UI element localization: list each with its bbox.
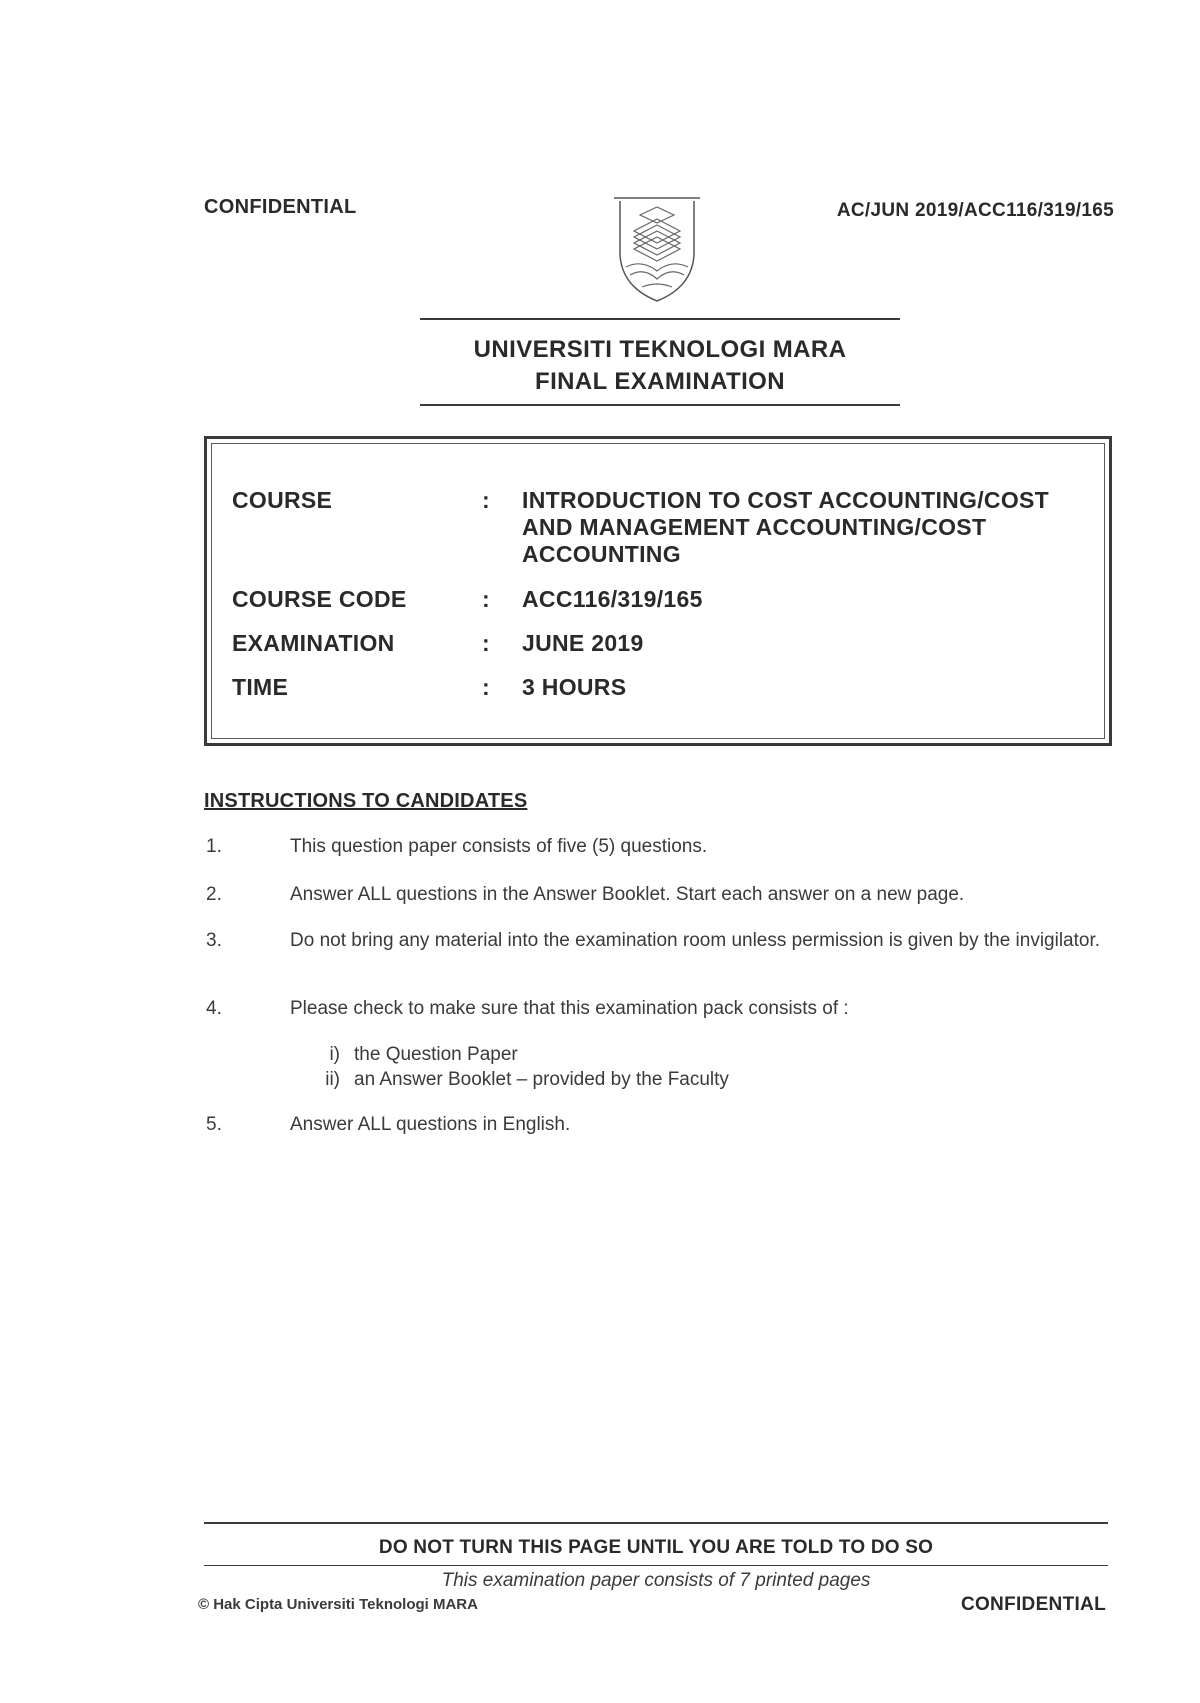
instructions-heading: INSTRUCTIONS TO CANDIDATES: [204, 790, 528, 812]
examination-label: EXAMINATION: [232, 630, 395, 656]
university-logo: [612, 195, 702, 305]
time-value: 3 HOURS: [522, 674, 627, 700]
examination-colon: :: [482, 630, 490, 656]
footer-top-rule: [204, 1522, 1108, 1524]
title-bottom-rule: [420, 404, 900, 406]
instruction-number: 5.: [206, 1114, 222, 1135]
course-colon: :: [482, 487, 490, 513]
instruction-text: Answer ALL questions in the Answer Booklet. Start each answer on a new page.: [290, 884, 965, 905]
instruction-text: This question paper consists of five (5) questions.: [290, 836, 708, 857]
instruction-text: Please check to make sure that this examination pack consists of :: [290, 998, 849, 1019]
course-code-colon: :: [482, 586, 490, 612]
instruction-number: 1.: [206, 836, 222, 857]
confidential-header: CONFIDENTIAL: [204, 196, 357, 218]
pack-sub-number: i): [329, 1044, 340, 1065]
page-count-note: This examination paper consists of 7 printed pages: [441, 1570, 871, 1591]
instruction-number: 4.: [206, 998, 222, 1019]
instruction-number: 2.: [206, 884, 222, 905]
course-code-label: COURSE CODE: [232, 586, 407, 612]
title-block: [420, 334, 900, 398]
time-colon: :: [482, 674, 490, 700]
pack-sub-text: an Answer Booklet – provided by the Faculty: [354, 1069, 729, 1090]
pack-sub-text: the Question Paper: [354, 1044, 518, 1065]
university-name: UNIVERSITI TEKNOLOGI MARA: [473, 336, 847, 363]
do-not-turn-warning: DO NOT TURN THIS PAGE UNTIL YOU ARE TOLD TO DO SO: [378, 1537, 934, 1558]
pack-sub-number: ii): [325, 1069, 340, 1090]
time-label: TIME: [232, 674, 289, 700]
exam-reference-code: AC/JUN 2019/ACC116/319/165: [836, 200, 1114, 221]
instruction-text: Answer ALL questions in English.: [290, 1114, 571, 1135]
exam-type: FINAL EXAMINATION: [535, 368, 785, 395]
confidential-footer: CONFIDENTIAL: [960, 1594, 1106, 1615]
course-value: INTRODUCTION TO COST ACCOUNTING/COST AND MANAGEMENT ACCOUNTING/COST ACCOUNTING: [522, 487, 1050, 567]
examination-value: JUNE 2019: [522, 630, 644, 656]
footer-middle-rule: [204, 1565, 1108, 1566]
course-code-value: ACC116/319/165: [522, 586, 703, 612]
title-top-rule: [420, 318, 900, 320]
course-label: COURSE: [232, 487, 333, 513]
copyright-notice: © Hak Cipta Universiti Teknologi MARA: [198, 1596, 478, 1613]
instruction-text: Do not bring any material into the examination room unless permission is given by the invigilator.: [290, 930, 1101, 951]
university-logo-icon: [612, 195, 702, 305]
instruction-number: 3.: [206, 930, 222, 951]
